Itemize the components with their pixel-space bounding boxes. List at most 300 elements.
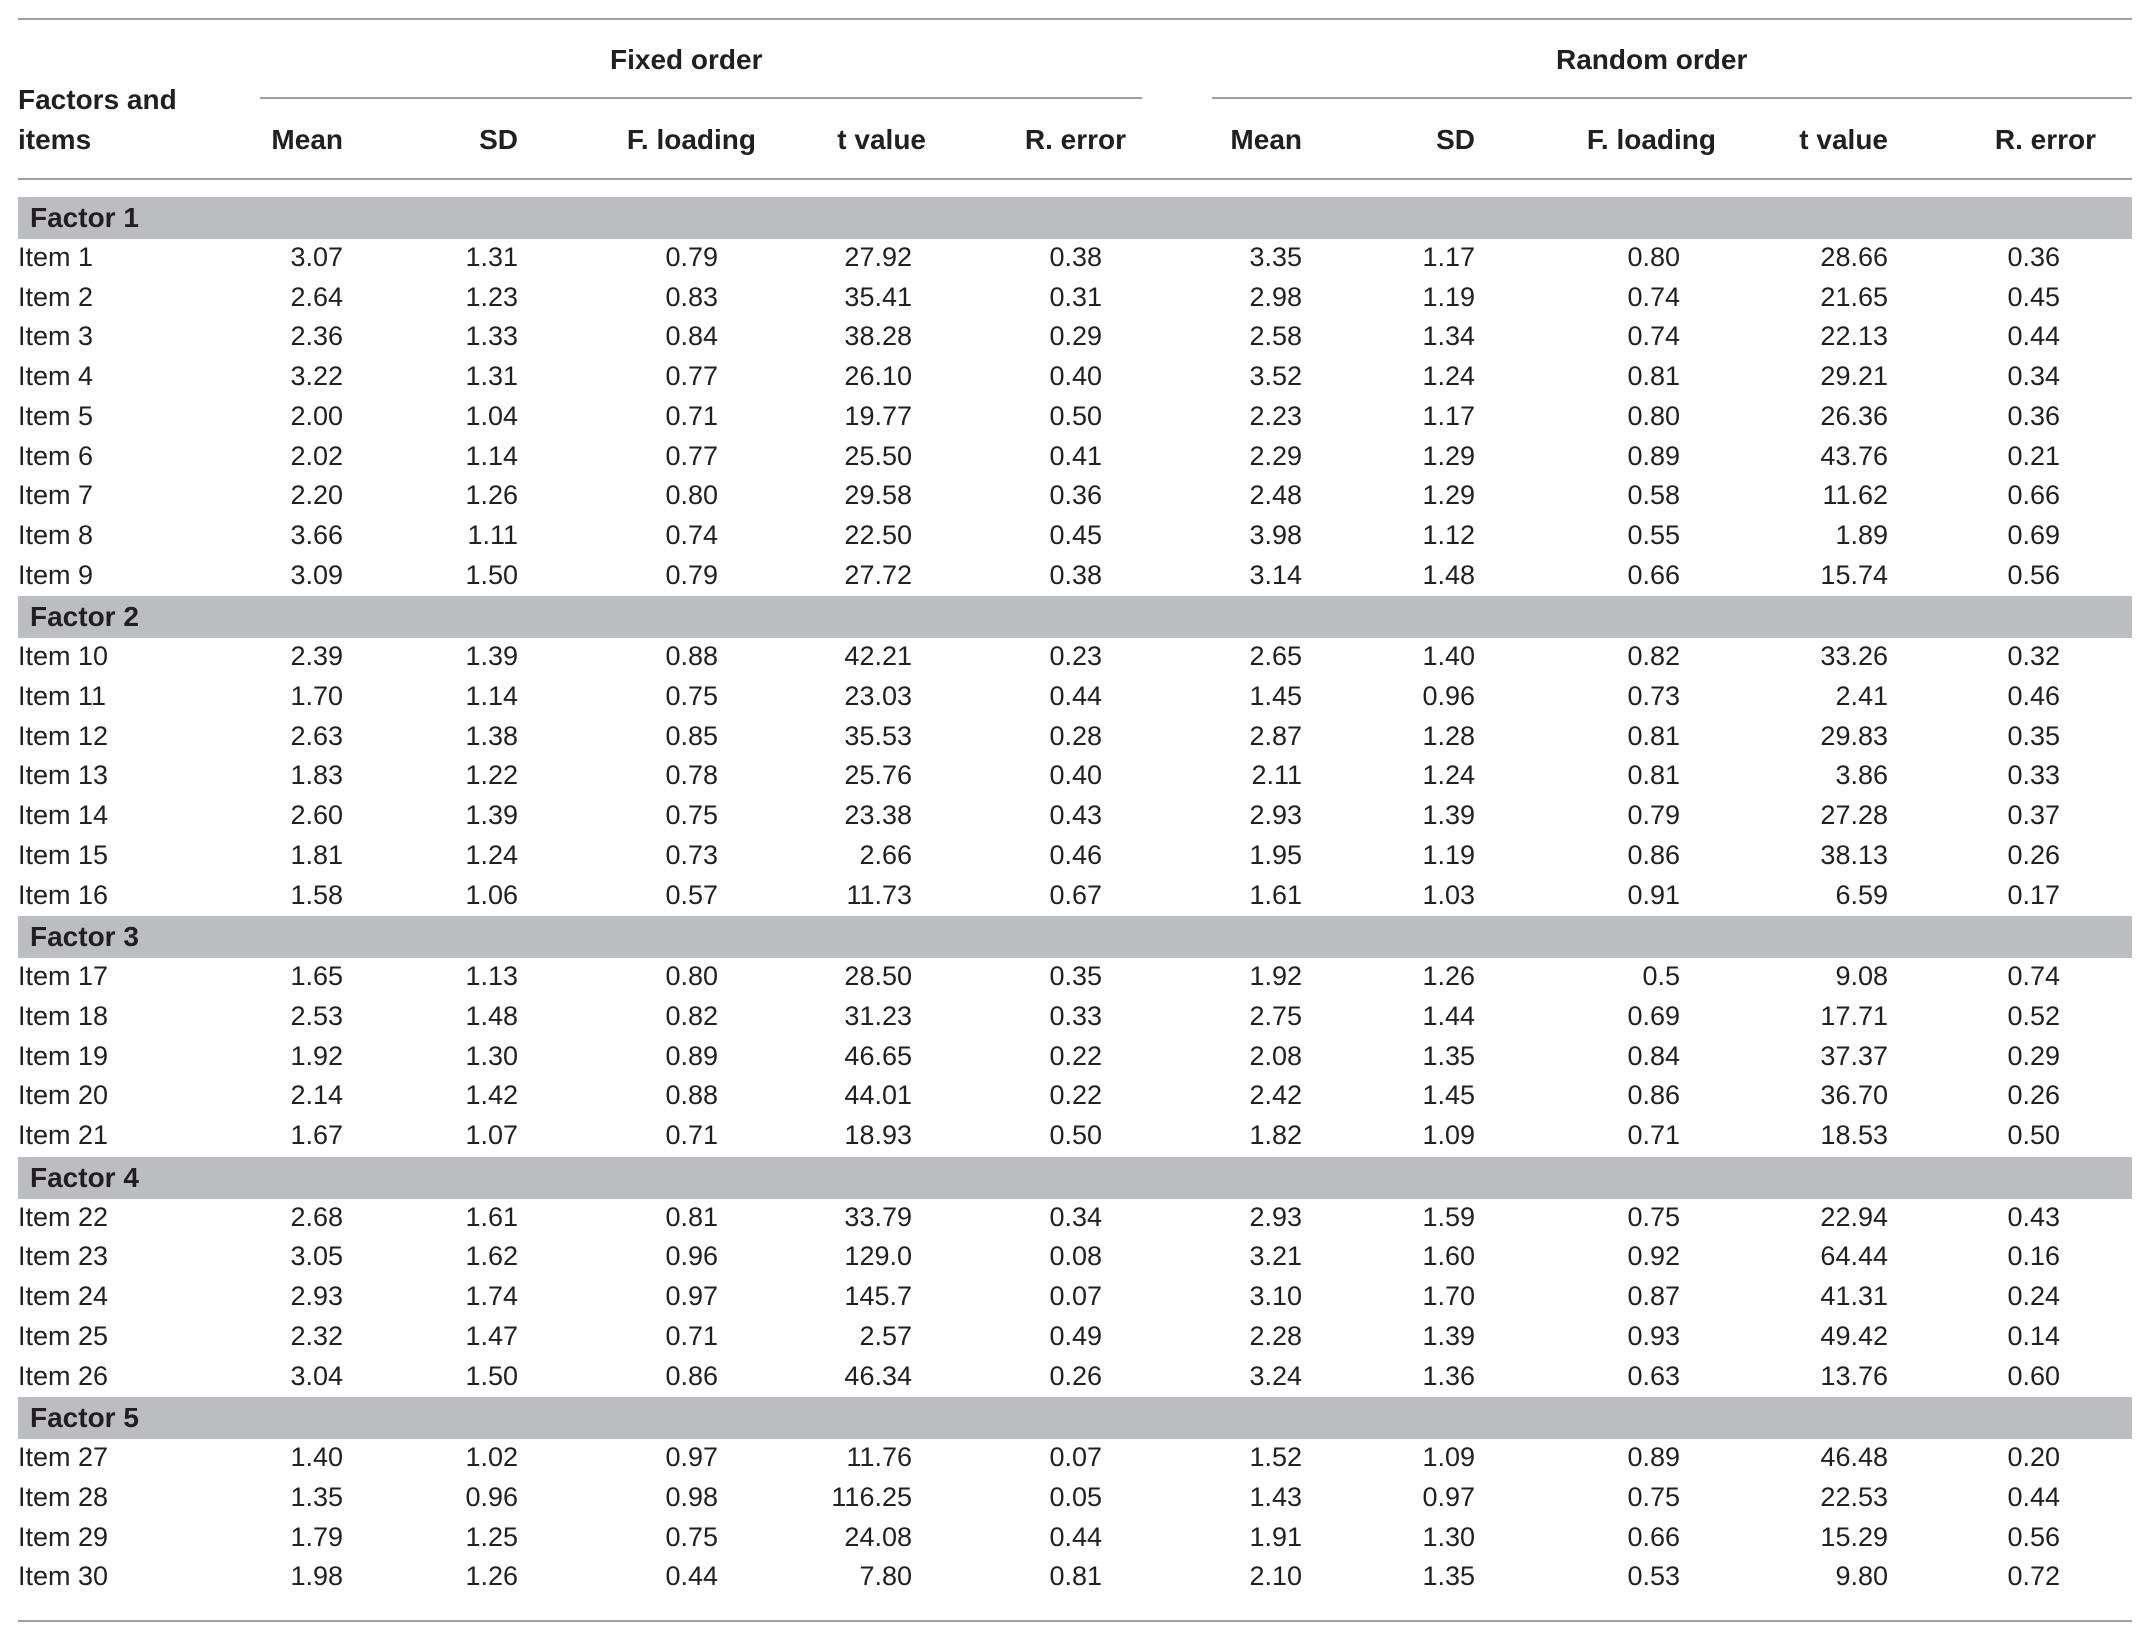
value-cell: 3.22 [290, 361, 343, 392]
factor-label: Factor 3 [30, 921, 139, 953]
value-cell: 1.26 [465, 480, 518, 511]
value-cell: 33.26 [1820, 641, 1888, 672]
value-cell: 0.81 [665, 1201, 718, 1232]
value-cell: 0.71 [1627, 1120, 1680, 1150]
value-cell: 0.80 [1627, 400, 1680, 431]
value-cell: 1.26 [1422, 961, 1475, 992]
item-label: Item 4 [18, 361, 94, 392]
value-cell: 0.96 [465, 1481, 518, 1512]
value-cell: 2.63 [290, 720, 343, 751]
value-cell: 0.52 [2007, 1000, 2060, 1031]
value-cell: 2.10 [1249, 1561, 1302, 1592]
value-cell: 23.38 [844, 800, 912, 831]
value-cell: 31.23 [844, 1000, 912, 1031]
value-cell: 29.83 [1820, 720, 1888, 751]
value-cell: 0.44 [2007, 321, 2060, 352]
value-cell: 145.7 [844, 1281, 912, 1312]
fixed-order-underline [260, 97, 1142, 99]
column-header-fixed-t-value: t value [837, 124, 926, 155]
value-cell: 0.96 [665, 1241, 718, 1272]
value-cell: 1.14 [465, 681, 518, 711]
value-cell: 0.81 [1627, 760, 1680, 791]
value-cell: 2.36 [290, 321, 343, 352]
value-cell: 0.28 [1049, 720, 1102, 751]
value-cell: 0.44 [2007, 1481, 2060, 1512]
item-label: Item 5 [18, 400, 94, 431]
value-cell: 0.75 [1627, 1481, 1680, 1512]
value-cell: 1.22 [465, 760, 518, 791]
value-cell: 1.58 [290, 879, 343, 910]
column-header-fixed-sd: SD [479, 124, 518, 155]
item-label: Item 3 [18, 321, 94, 352]
item-label: Item 17 [18, 961, 109, 992]
value-cell: 2.93 [1249, 800, 1302, 831]
value-cell: 49.42 [1820, 1320, 1888, 1351]
value-cell: 2.87 [1249, 720, 1302, 751]
value-cell: 35.53 [844, 720, 912, 751]
value-cell: 0.83 [665, 281, 718, 312]
value-cell: 26.36 [1820, 400, 1888, 431]
value-cell: 0.44 [665, 1561, 718, 1592]
value-cell: 1.50 [465, 1360, 518, 1391]
value-cell: 1.45 [1422, 1080, 1475, 1111]
value-cell: 0.36 [2007, 400, 2060, 431]
factor-band [18, 1157, 2132, 1199]
column-header-random-mean: Mean [1230, 124, 1302, 155]
bottom-rule [18, 1620, 2132, 1622]
factor-band [18, 916, 2132, 958]
value-cell: 0.44 [1049, 681, 1102, 711]
value-cell: 0.29 [1049, 321, 1102, 352]
value-cell: 1.33 [465, 321, 518, 352]
value-cell: 1.81 [290, 839, 343, 870]
item-label: Item 8 [18, 519, 94, 550]
value-cell: 1.17 [1422, 400, 1475, 431]
value-cell: 9.08 [1835, 961, 1888, 992]
value-cell: 2.42 [1249, 1080, 1302, 1111]
item-label: Item 13 [18, 760, 109, 791]
value-cell: 1.30 [465, 1040, 518, 1071]
item-label: Item 1 [18, 242, 94, 272]
value-cell: 0.75 [665, 800, 718, 831]
item-label: Item 26 [18, 1360, 109, 1391]
value-cell: 46.65 [844, 1040, 912, 1071]
value-cell: 29.21 [1820, 361, 1888, 392]
value-cell: 1.14 [465, 440, 518, 471]
value-cell: 1.61 [465, 1201, 518, 1232]
value-cell: 9.80 [1835, 1561, 1888, 1592]
value-cell: 22.50 [844, 519, 912, 550]
value-cell: 2.75 [1249, 1000, 1302, 1031]
value-cell: 0.35 [2007, 720, 2060, 751]
value-cell: 28.50 [844, 961, 912, 992]
value-cell: 1.26 [465, 1561, 518, 1592]
value-cell: 0.88 [665, 1080, 718, 1111]
value-cell: 0.23 [1049, 641, 1102, 672]
value-cell: 1.09 [1422, 1120, 1475, 1150]
value-cell: 0.56 [2007, 559, 2060, 590]
item-label: Item 7 [18, 480, 94, 511]
value-cell: 1.29 [1422, 480, 1475, 511]
value-cell: 28.66 [1820, 242, 1888, 272]
value-cell: 0.57 [665, 879, 718, 910]
value-cell: 0.34 [2007, 361, 2060, 392]
value-cell: 3.14 [1249, 559, 1302, 590]
value-cell: 0.71 [665, 1120, 718, 1150]
value-cell: 0.71 [665, 400, 718, 431]
value-cell: 1.24 [1422, 760, 1475, 791]
value-cell: 1.61 [1249, 879, 1302, 910]
value-cell: 0.63 [1627, 1360, 1680, 1391]
column-header-random-r-error: R. error [1994, 124, 2096, 155]
value-cell: 36.70 [1820, 1080, 1888, 1111]
group-header-fixed-order: Fixed order [610, 44, 763, 75]
item-label: Item 10 [18, 641, 109, 672]
value-cell: 3.52 [1249, 361, 1302, 392]
value-cell: 0.86 [665, 1360, 718, 1391]
value-cell: 0.93 [1627, 1320, 1680, 1351]
value-cell: 2.57 [859, 1320, 912, 1351]
value-cell: 1.30 [1422, 1521, 1475, 1552]
value-cell: 0.14 [2007, 1320, 2060, 1351]
value-cell: 26.10 [844, 361, 912, 392]
value-cell: 0.97 [665, 1442, 718, 1473]
value-cell: 0.69 [2007, 519, 2060, 550]
value-cell: 0.22 [1049, 1040, 1102, 1071]
value-cell: 1.98 [290, 1561, 343, 1592]
item-label: Item 21 [18, 1120, 109, 1150]
value-cell: 18.53 [1820, 1120, 1888, 1150]
value-cell: 3.07 [290, 242, 343, 272]
value-cell: 3.86 [1835, 760, 1888, 791]
factor-label: Factor 1 [30, 202, 139, 233]
value-cell: 2.28 [1249, 1320, 1302, 1351]
value-cell: 0.34 [1049, 1201, 1102, 1232]
value-cell: 13.76 [1820, 1360, 1888, 1391]
value-cell: 1.39 [1422, 1320, 1475, 1351]
value-cell: 0.81 [1049, 1561, 1102, 1592]
value-cell: 0.07 [1049, 1442, 1102, 1473]
top-rule [18, 18, 2132, 20]
value-cell: 1.13 [465, 961, 518, 992]
value-cell: 0.80 [665, 480, 718, 511]
value-cell: 0.81 [1627, 720, 1680, 751]
value-cell: 1.31 [465, 361, 518, 392]
value-cell: 1.70 [290, 681, 343, 711]
value-cell: 42.21 [844, 641, 912, 672]
value-cell: 6.59 [1835, 879, 1888, 910]
column-header-random-t-value: t value [1799, 124, 1888, 155]
value-cell: 0.74 [1627, 281, 1680, 312]
value-cell: 0.37 [2007, 800, 2060, 831]
item-label: Item 14 [18, 800, 109, 831]
value-cell: 38.13 [1820, 839, 1888, 870]
value-cell: 0.79 [665, 242, 718, 272]
value-cell: 0.05 [1049, 1481, 1102, 1512]
value-cell: 0.72 [2007, 1561, 2060, 1592]
value-cell: 2.66 [859, 839, 912, 870]
value-cell: 1.39 [465, 641, 518, 672]
value-cell: 24.08 [844, 1521, 912, 1552]
value-cell: 1.62 [465, 1241, 518, 1272]
value-cell: 1.12 [1422, 519, 1475, 550]
item-label: Item 6 [18, 440, 94, 471]
value-cell: 0.31 [1049, 281, 1102, 312]
value-cell: 38.28 [844, 321, 912, 352]
value-cell: 1.95 [1249, 839, 1302, 870]
item-label: Item 2 [18, 281, 94, 312]
value-cell: 1.03 [1422, 879, 1475, 910]
value-cell: 0.89 [665, 1040, 718, 1071]
value-cell: 0.67 [1049, 879, 1102, 910]
value-cell: 0.45 [1049, 519, 1102, 550]
value-cell: 2.32 [290, 1320, 343, 1351]
value-cell: 1.92 [1249, 961, 1302, 992]
value-cell: 1.36 [1422, 1360, 1475, 1391]
value-cell: 15.29 [1820, 1521, 1888, 1552]
value-cell: 129.0 [844, 1241, 912, 1272]
value-cell: 3.05 [290, 1241, 343, 1272]
value-cell: 0.73 [665, 839, 718, 870]
value-cell: 0.38 [1049, 559, 1102, 590]
value-cell: 0.73 [1627, 681, 1680, 711]
value-cell: 0.50 [1049, 1120, 1102, 1150]
value-cell: 3.98 [1249, 519, 1302, 550]
value-cell: 0.84 [665, 321, 718, 352]
value-cell: 0.21 [2007, 440, 2060, 471]
value-cell: 2.98 [1249, 281, 1302, 312]
value-cell: 1.52 [1249, 1442, 1302, 1473]
value-cell: 2.02 [290, 440, 343, 471]
value-cell: 0.32 [2007, 641, 2060, 672]
value-cell: 0.80 [665, 961, 718, 992]
value-cell: 0.88 [665, 641, 718, 672]
value-cell: 0.24 [2007, 1281, 2060, 1312]
value-cell: 0.66 [2007, 480, 2060, 511]
value-cell: 0.74 [1627, 321, 1680, 352]
value-cell: 1.29 [1422, 440, 1475, 471]
value-cell: 1.06 [465, 879, 518, 910]
row-label-header-line-2: items [18, 124, 92, 155]
value-cell: 2.65 [1249, 641, 1302, 672]
value-cell: 1.48 [465, 1000, 518, 1031]
value-cell: 0.74 [665, 519, 718, 550]
value-cell: 37.37 [1820, 1040, 1888, 1071]
value-cell: 1.19 [1422, 281, 1475, 312]
factor-band [18, 197, 2132, 239]
value-cell: 0.33 [2007, 760, 2060, 791]
value-cell: 1.79 [290, 1521, 343, 1552]
value-cell: 0.77 [665, 361, 718, 392]
value-cell: 1.45 [1249, 681, 1302, 711]
value-cell: 1.40 [290, 1442, 343, 1473]
item-label: Item 29 [18, 1521, 109, 1552]
value-cell: 1.65 [290, 961, 343, 992]
value-cell: 0.98 [665, 1481, 718, 1512]
value-cell: 0.08 [1049, 1241, 1102, 1272]
value-cell: 2.58 [1249, 321, 1302, 352]
factor-band [18, 1397, 2132, 1439]
value-cell: 0.78 [665, 760, 718, 791]
value-cell: 2.11 [1251, 760, 1302, 791]
item-label: Item 15 [18, 839, 109, 870]
value-cell: 0.81 [1627, 361, 1680, 392]
value-cell: 0.80 [1627, 242, 1680, 272]
value-cell: 0.97 [665, 1281, 718, 1312]
value-cell: 0.26 [1049, 1360, 1102, 1391]
value-cell: 2.64 [290, 281, 343, 312]
value-cell: 0.71 [665, 1320, 718, 1351]
item-label: Item 22 [18, 1201, 109, 1232]
value-cell: 0.91 [1627, 879, 1680, 910]
value-cell: 0.53 [1627, 1561, 1680, 1592]
value-cell: 0.69 [1627, 1000, 1680, 1031]
value-cell: 0.38 [1049, 242, 1102, 272]
value-cell: 2.41 [1835, 681, 1888, 711]
value-cell: 0.75 [665, 681, 718, 711]
value-cell: 0.75 [665, 1521, 718, 1552]
value-cell: 3.24 [1249, 1360, 1302, 1391]
value-cell: 46.34 [844, 1360, 912, 1391]
value-cell: 1.35 [290, 1481, 343, 1512]
value-cell: 27.92 [844, 242, 912, 272]
value-cell: 1.17 [1422, 242, 1475, 272]
value-cell: 23.03 [844, 681, 912, 711]
factor-label: Factor 5 [30, 1402, 139, 1434]
value-cell: 1.09 [1422, 1442, 1475, 1473]
header-bottom-rule [18, 178, 2132, 180]
value-cell: 11.73 [846, 879, 912, 910]
value-cell: 0.36 [1049, 480, 1102, 511]
value-cell: 0.36 [2007, 242, 2060, 272]
item-label: Item 25 [18, 1320, 109, 1351]
value-cell: 2.08 [1249, 1040, 1302, 1071]
value-cell: 1.92 [290, 1040, 343, 1071]
value-cell: 0.82 [1627, 641, 1680, 672]
value-cell: 1.34 [1422, 321, 1475, 352]
value-cell: 27.28 [1820, 800, 1888, 831]
item-label: Item 20 [18, 1080, 109, 1111]
item-label: Item 30 [18, 1561, 109, 1592]
value-cell: 3.66 [290, 519, 343, 550]
value-cell: 0.16 [2007, 1241, 2060, 1272]
value-cell: 1.50 [465, 559, 518, 590]
value-cell: 1.24 [465, 839, 518, 870]
row-label-header-line-1: Factors and [18, 84, 177, 115]
value-cell: 2.20 [290, 480, 343, 511]
value-cell: 1.91 [1249, 1521, 1302, 1552]
item-label: Item 27 [18, 1442, 109, 1473]
column-header-random-f-loading: F. loading [1586, 124, 1716, 155]
value-cell: 0.43 [1049, 800, 1102, 831]
value-cell: 0.40 [1049, 760, 1102, 791]
value-cell: 15.74 [1820, 559, 1888, 590]
value-cell: 1.42 [465, 1080, 518, 1111]
value-cell: 19.77 [844, 400, 912, 431]
value-cell: 2.48 [1249, 480, 1302, 511]
value-cell: 0.44 [1049, 1521, 1102, 1552]
value-cell: 1.70 [1422, 1281, 1475, 1312]
item-label: Item 12 [18, 720, 109, 751]
value-cell: 0.55 [1627, 519, 1680, 550]
value-cell: 1.89 [1835, 519, 1888, 550]
value-cell: 43.76 [1820, 440, 1888, 471]
item-label: Item 9 [18, 559, 94, 590]
value-cell: 0.75 [1627, 1201, 1680, 1232]
value-cell: 2.68 [290, 1201, 343, 1232]
item-label: Item 24 [18, 1281, 109, 1312]
value-cell: 1.25 [465, 1521, 518, 1552]
value-cell: 0.82 [665, 1000, 718, 1031]
value-cell: 1.28 [1422, 720, 1475, 751]
factor-label: Factor 2 [30, 601, 139, 633]
value-cell: 0.33 [1049, 1000, 1102, 1031]
value-cell: 1.23 [465, 281, 518, 312]
value-cell: 3.21 [1249, 1241, 1302, 1272]
value-cell: 11.62 [1822, 480, 1888, 511]
item-label: Item 28 [18, 1481, 109, 1512]
value-cell: 0.79 [665, 559, 718, 590]
value-cell: 0.79 [1627, 800, 1680, 831]
value-cell: 22.53 [1820, 1481, 1888, 1512]
value-cell: 0.66 [1627, 559, 1680, 590]
value-cell: 0.85 [665, 720, 718, 751]
value-cell: 1.31 [465, 242, 518, 272]
value-cell: 44.01 [844, 1080, 912, 1111]
value-cell: 0.56 [2007, 1521, 2060, 1552]
value-cell: 0.46 [1049, 839, 1102, 870]
value-cell: 0.58 [1627, 480, 1680, 511]
value-cell: 1.40 [1422, 641, 1475, 672]
item-label: Item 23 [18, 1241, 109, 1272]
value-cell: 0.60 [2007, 1360, 2060, 1391]
value-cell: 25.76 [844, 760, 912, 791]
value-cell: 0.20 [2007, 1442, 2060, 1473]
value-cell: 41.31 [1820, 1281, 1888, 1312]
value-cell: 22.94 [1820, 1201, 1888, 1232]
value-cell: 27.72 [844, 559, 912, 590]
value-cell: 22.13 [1820, 321, 1888, 352]
value-cell: 0.26 [2007, 839, 2060, 870]
value-cell: 0.26 [2007, 1080, 2060, 1111]
value-cell: 1.24 [1422, 361, 1475, 392]
value-cell: 33.79 [844, 1201, 912, 1232]
value-cell: 0.97 [1422, 1481, 1475, 1512]
value-cell: 0.49 [1049, 1320, 1102, 1351]
value-cell: 2.00 [290, 400, 343, 431]
column-header-random-sd: SD [1436, 124, 1475, 155]
value-cell: 1.83 [290, 760, 343, 791]
value-cell: 0.29 [2007, 1040, 2060, 1071]
factor-label: Factor 4 [30, 1161, 139, 1193]
value-cell: 0.45 [2007, 281, 2060, 312]
value-cell: 0.50 [2007, 1120, 2060, 1150]
value-cell: 1.38 [465, 720, 518, 751]
group-header-random-order: Random order [1556, 44, 1748, 75]
value-cell: 1.07 [465, 1120, 518, 1150]
value-cell: 0.35 [1049, 961, 1102, 992]
value-cell: 0.89 [1627, 440, 1680, 471]
value-cell: 1.47 [465, 1320, 518, 1351]
value-cell: 0.92 [1627, 1241, 1680, 1272]
value-cell: 1.11 [467, 519, 518, 550]
value-cell: 2.60 [290, 800, 343, 831]
value-cell: 0.66 [1627, 1521, 1680, 1552]
value-cell: 2.93 [290, 1281, 343, 1312]
item-label: Item 19 [18, 1040, 109, 1071]
value-cell: 0.46 [2007, 681, 2060, 711]
value-cell: 7.80 [859, 1561, 912, 1592]
